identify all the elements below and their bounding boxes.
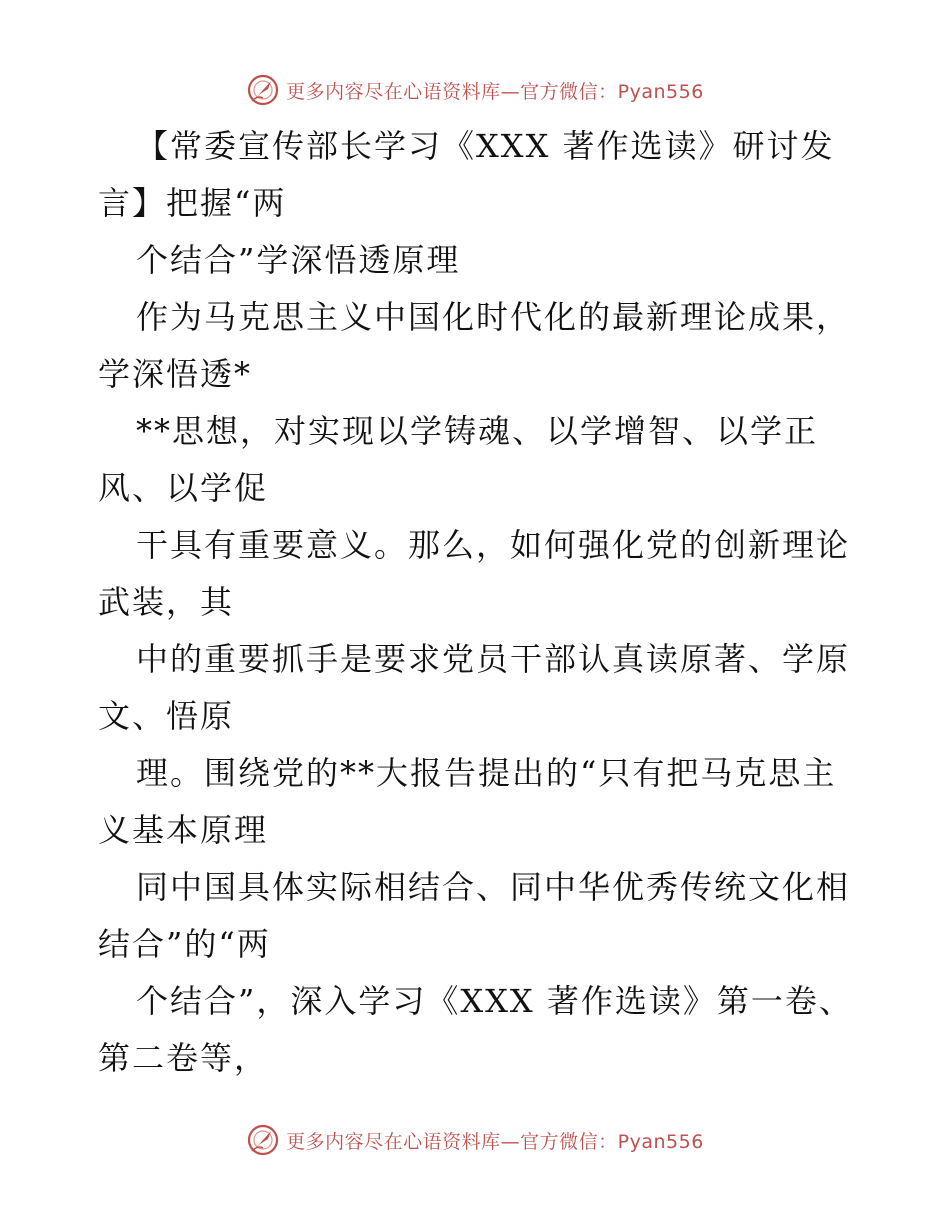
text-line: 文、悟原 — [98, 697, 235, 735]
text-line: **思想，对实现以学铸魂、以学增智、以学正 — [136, 412, 819, 450]
text-line: 干具有重要意义。那么，如何强化党的创新理论 — [136, 526, 851, 564]
text-line: 同中国具体实际相结合、同中华优秀传统文化相 — [136, 868, 851, 906]
document-body — [98, 118, 858, 1087]
footer-banner — [0, 1120, 950, 1160]
text-line: 第二卷等， — [98, 1039, 269, 1077]
text-line: 学深悟透* — [98, 355, 253, 393]
quill-circle-logo-icon — [246, 73, 280, 107]
text-line: 义基本原理 — [98, 811, 269, 849]
text-line: 中的重要抓手是要求党员干部认真读原著、学原 — [136, 640, 851, 678]
text-line: 武装，其 — [98, 583, 235, 621]
text-line: 个结合”学深悟透原理 — [136, 241, 461, 279]
text-line: 【常委宣传部长学习《XXX 著作选读》研讨发 — [136, 127, 835, 165]
quill-circle-logo-icon — [246, 1123, 280, 1157]
text-line: 个结合”，深入学习《XXX 著作选读》第一卷、 — [136, 982, 853, 1020]
text-line: 理。围绕党的**大报告提出的“只有把马克思主 — [136, 754, 837, 792]
header-banner — [0, 70, 950, 110]
text-line: 风、以学促 — [98, 469, 269, 507]
text-line: 言】把握“两 — [98, 184, 287, 222]
text-line: 作为马克思主义中国化时代化的最新理论成果， — [136, 298, 851, 336]
text-line: 结合”的“两 — [98, 925, 271, 963]
footer-banner-text: 更多内容尽在心语资料库—官方微信：Pyan556 — [286, 1130, 704, 1153]
header-banner-text: 更多内容尽在心语资料库—官方微信：Pyan556 — [286, 80, 704, 103]
